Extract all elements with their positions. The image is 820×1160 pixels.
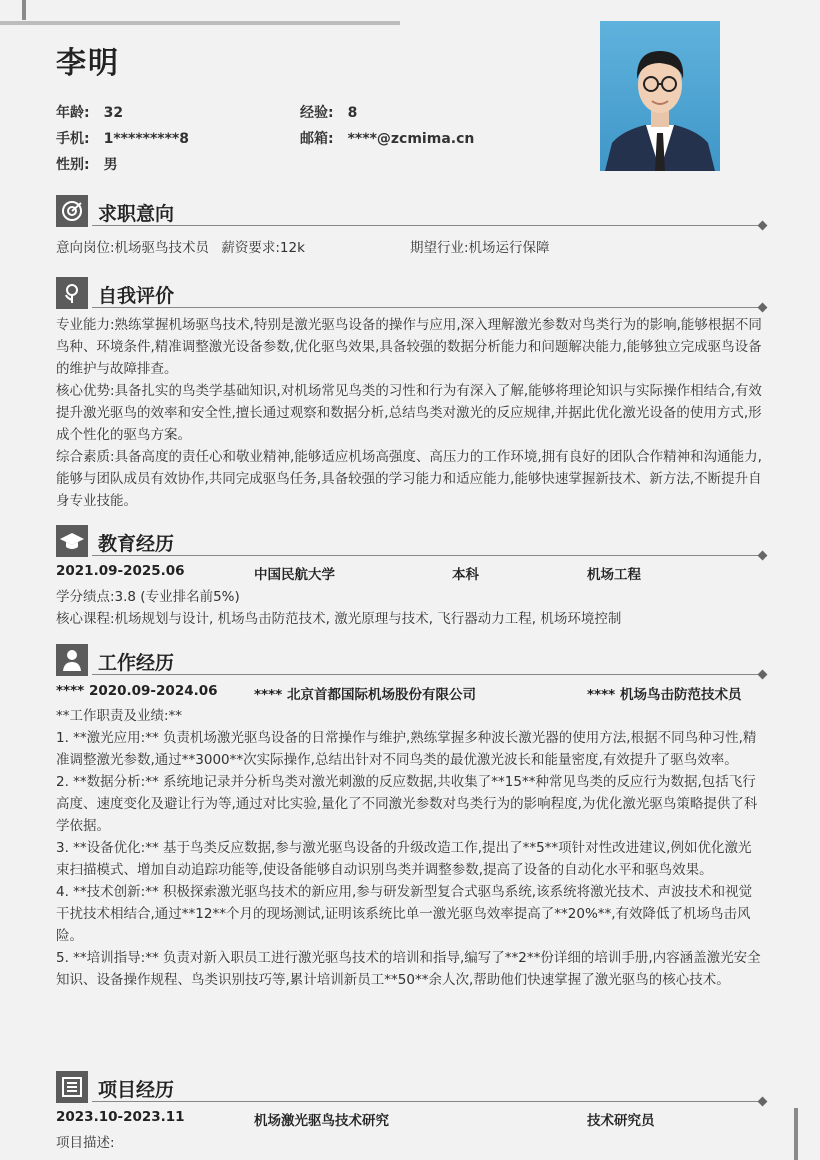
email-info bbox=[300, 128, 474, 148]
edu-degree: 本科 bbox=[452, 567, 479, 583]
project-name: 机场激光驱鸟技术研究 bbox=[254, 1113, 389, 1129]
age-label: 年龄: bbox=[56, 105, 90, 121]
graduation-cap-icon bbox=[56, 525, 88, 557]
section-title: 自我评价 bbox=[98, 285, 175, 307]
section-divider bbox=[92, 225, 764, 226]
work-item: 1. **激光应用:** 负责机场激光驱鸟设备的日常操作与维护,熟练掌握多种波长激光器的使用方法,根据不同鸟种习性,精准调整激光参数,通过**3000**次实际操作,总结出针对不同鸟类的最优激光波长和能量密度,有效提升了驱鸟效率。 bbox=[56, 730, 757, 768]
work-item: 4. **技术创新:** 积极探索激光驱鸟技术的新应用,参与研发新型复合式驱鸟系统,该系统将激光技术、声波技术和视觉干扰技术相结合,通过**12**个月的现场测试,证明该系统比单一激光驱鸟效率提高了**20%**,有效降低了机场鸟击风险。 bbox=[56, 884, 753, 944]
divider-end-mark bbox=[758, 221, 768, 231]
section-title: 教育经历 bbox=[98, 533, 175, 555]
work-row bbox=[56, 683, 764, 705]
intent-salary: 薪资要求:12k bbox=[221, 240, 305, 256]
candidate-name: 李明 bbox=[56, 46, 120, 81]
divider-end-mark bbox=[758, 670, 768, 680]
section-divider bbox=[92, 555, 764, 556]
work-details bbox=[56, 705, 764, 991]
target-icon bbox=[56, 195, 88, 227]
decor-bottom-bar bbox=[794, 1108, 798, 1160]
section-header-intent bbox=[56, 195, 764, 229]
edu-date: 2021.09-2025.06 bbox=[56, 563, 185, 579]
section-header-education bbox=[56, 525, 764, 559]
edu-major: 机场工程 bbox=[587, 567, 641, 583]
section-divider bbox=[92, 307, 764, 308]
edu-gpa: 学分绩点:3.8 (专业排名前5%) bbox=[56, 589, 240, 605]
phone-info bbox=[56, 128, 189, 148]
work-item: 2. **数据分析:** 系统地记录并分析鸟类对激光刺激的反应数据,共收集了**15**种常见鸟类的反应行为数据,包括飞行高度、速度变化及避让行为等,通过对比实验,量化了不同激光参数对鸟类行为的影响程度,为优化激光驱鸟策略提供了科学依据。 bbox=[56, 774, 758, 834]
work-intro: **工作职责及业绩:** bbox=[56, 708, 183, 724]
intent-row bbox=[56, 237, 764, 259]
project-date: 2023.10-2023.11 bbox=[56, 1109, 185, 1125]
section-title: 求职意向 bbox=[98, 203, 175, 225]
self-eval-paragraph: 核心优势:具备扎实的鸟类学基础知识,对机场常见鸟类的习性和行为有深入了解,能够将理论知识与实际操作相结合,有效提升激光驱鸟的效率和安全性,擅长通过观察和数据分析,总结鸟类对激光的反应规律,并据此优化激光设备的使用方式,形成个性化的驱鸟方案。 bbox=[56, 383, 762, 443]
section-divider bbox=[92, 674, 764, 675]
edu-courses: 核心课程:机场规划与设计, 机场鸟击防范技术, 激光原理与技术, 飞行器动力工程, 机场环境控制 bbox=[56, 611, 622, 627]
self-eval-paragraph: 综合素质:具备高度的责任心和敬业精神,能够适应机场高强度、高压力的工作环境,拥有良好的团队合作精神和沟通能力,能够与团队成员有效协作,共同完成驱鸟任务,具备较强的学习能力和适应能力,能够快速掌握新技术、新方法,不断提升自身专业技能。 bbox=[56, 449, 762, 509]
intent-position: 意向岗位:机场驱鸟技术员 bbox=[56, 240, 210, 256]
divider-end-mark bbox=[758, 551, 768, 561]
gender-label: 性别: bbox=[56, 157, 90, 173]
email-label: 邮箱: bbox=[300, 131, 334, 147]
project-desc-label: 项目描述: bbox=[56, 1135, 115, 1151]
profile-photo bbox=[600, 21, 720, 171]
exp-label: 经验: bbox=[300, 105, 334, 121]
project-row bbox=[56, 1109, 764, 1131]
section-header-work bbox=[56, 644, 764, 678]
age-info bbox=[56, 102, 123, 122]
phone-value: 1*********8 bbox=[103, 131, 189, 147]
work-role: **** 机场鸟击防范技术员 bbox=[587, 687, 742, 703]
gender-info bbox=[56, 154, 118, 174]
section-divider bbox=[92, 1101, 764, 1102]
gender-value: 男 bbox=[103, 157, 118, 173]
intent-industry: 期望行业:机场运行保障 bbox=[410, 240, 550, 256]
section-title: 工作经历 bbox=[98, 652, 175, 674]
work-date: **** 2020.09-2024.06 bbox=[56, 683, 218, 699]
section-header-project bbox=[56, 1071, 764, 1105]
exp-value: 8 bbox=[347, 105, 358, 121]
person-icon bbox=[56, 644, 88, 676]
list-icon bbox=[56, 1071, 88, 1103]
work-item: 5. **培训指导:** 负责对新入职员工进行激光驱鸟技术的培训和指导,编写了**2**份详细的培训手册,内容涵盖激光安全知识、设备操作规程、鸟类识别技巧等,累计培训新员工**50**余人次,帮助他们快速掌握了激光驱鸟的核心技术。 bbox=[56, 950, 761, 988]
experience-info bbox=[300, 102, 357, 122]
project-role: 技术研究员 bbox=[587, 1113, 655, 1129]
edu-school: 中国民航大学 bbox=[254, 567, 335, 583]
work-item: 3. **设备优化:** 基于鸟类反应数据,参与激光驱鸟设备的升级改造工作,提出了**5**项针对性改进建议,例如优化激光束扫描模式、增加自动追踪功能等,使设备能够自动识别鸟类并调整参数,提高了设备的自动化水平和驱鸟效果。 bbox=[56, 840, 752, 878]
decor-horizontal-bar bbox=[0, 21, 400, 25]
education-row bbox=[56, 563, 764, 585]
decor-vertical-bar bbox=[22, 0, 26, 20]
divider-end-mark bbox=[758, 1097, 768, 1107]
self-eval-paragraph: 专业能力:熟练掌握机场驱鸟技术,特别是激光驱鸟设备的操作与应用,深入理解激光参数对鸟类行为的影响,能够根据不同鸟种、环境条件,精准调整激光设备参数,优化驱鸟效果,具备较强的数据分析能力和问题解决能力,能够独立完成驱鸟设备的维护与故障排查。 bbox=[56, 317, 762, 377]
section-title: 项目经历 bbox=[98, 1079, 175, 1101]
email-value: ****@zcmima.cn bbox=[347, 131, 475, 147]
age-value: 32 bbox=[103, 105, 124, 121]
section-header-self-eval bbox=[56, 277, 764, 311]
divider-end-mark bbox=[758, 303, 768, 313]
flower-icon bbox=[56, 277, 88, 309]
phone-label: 手机: bbox=[56, 131, 90, 147]
self-eval-text bbox=[56, 314, 764, 512]
project-details bbox=[56, 1132, 764, 1154]
education-details bbox=[56, 586, 764, 630]
work-company: **** 北京首都国际机场股份有限公司 bbox=[254, 687, 476, 703]
